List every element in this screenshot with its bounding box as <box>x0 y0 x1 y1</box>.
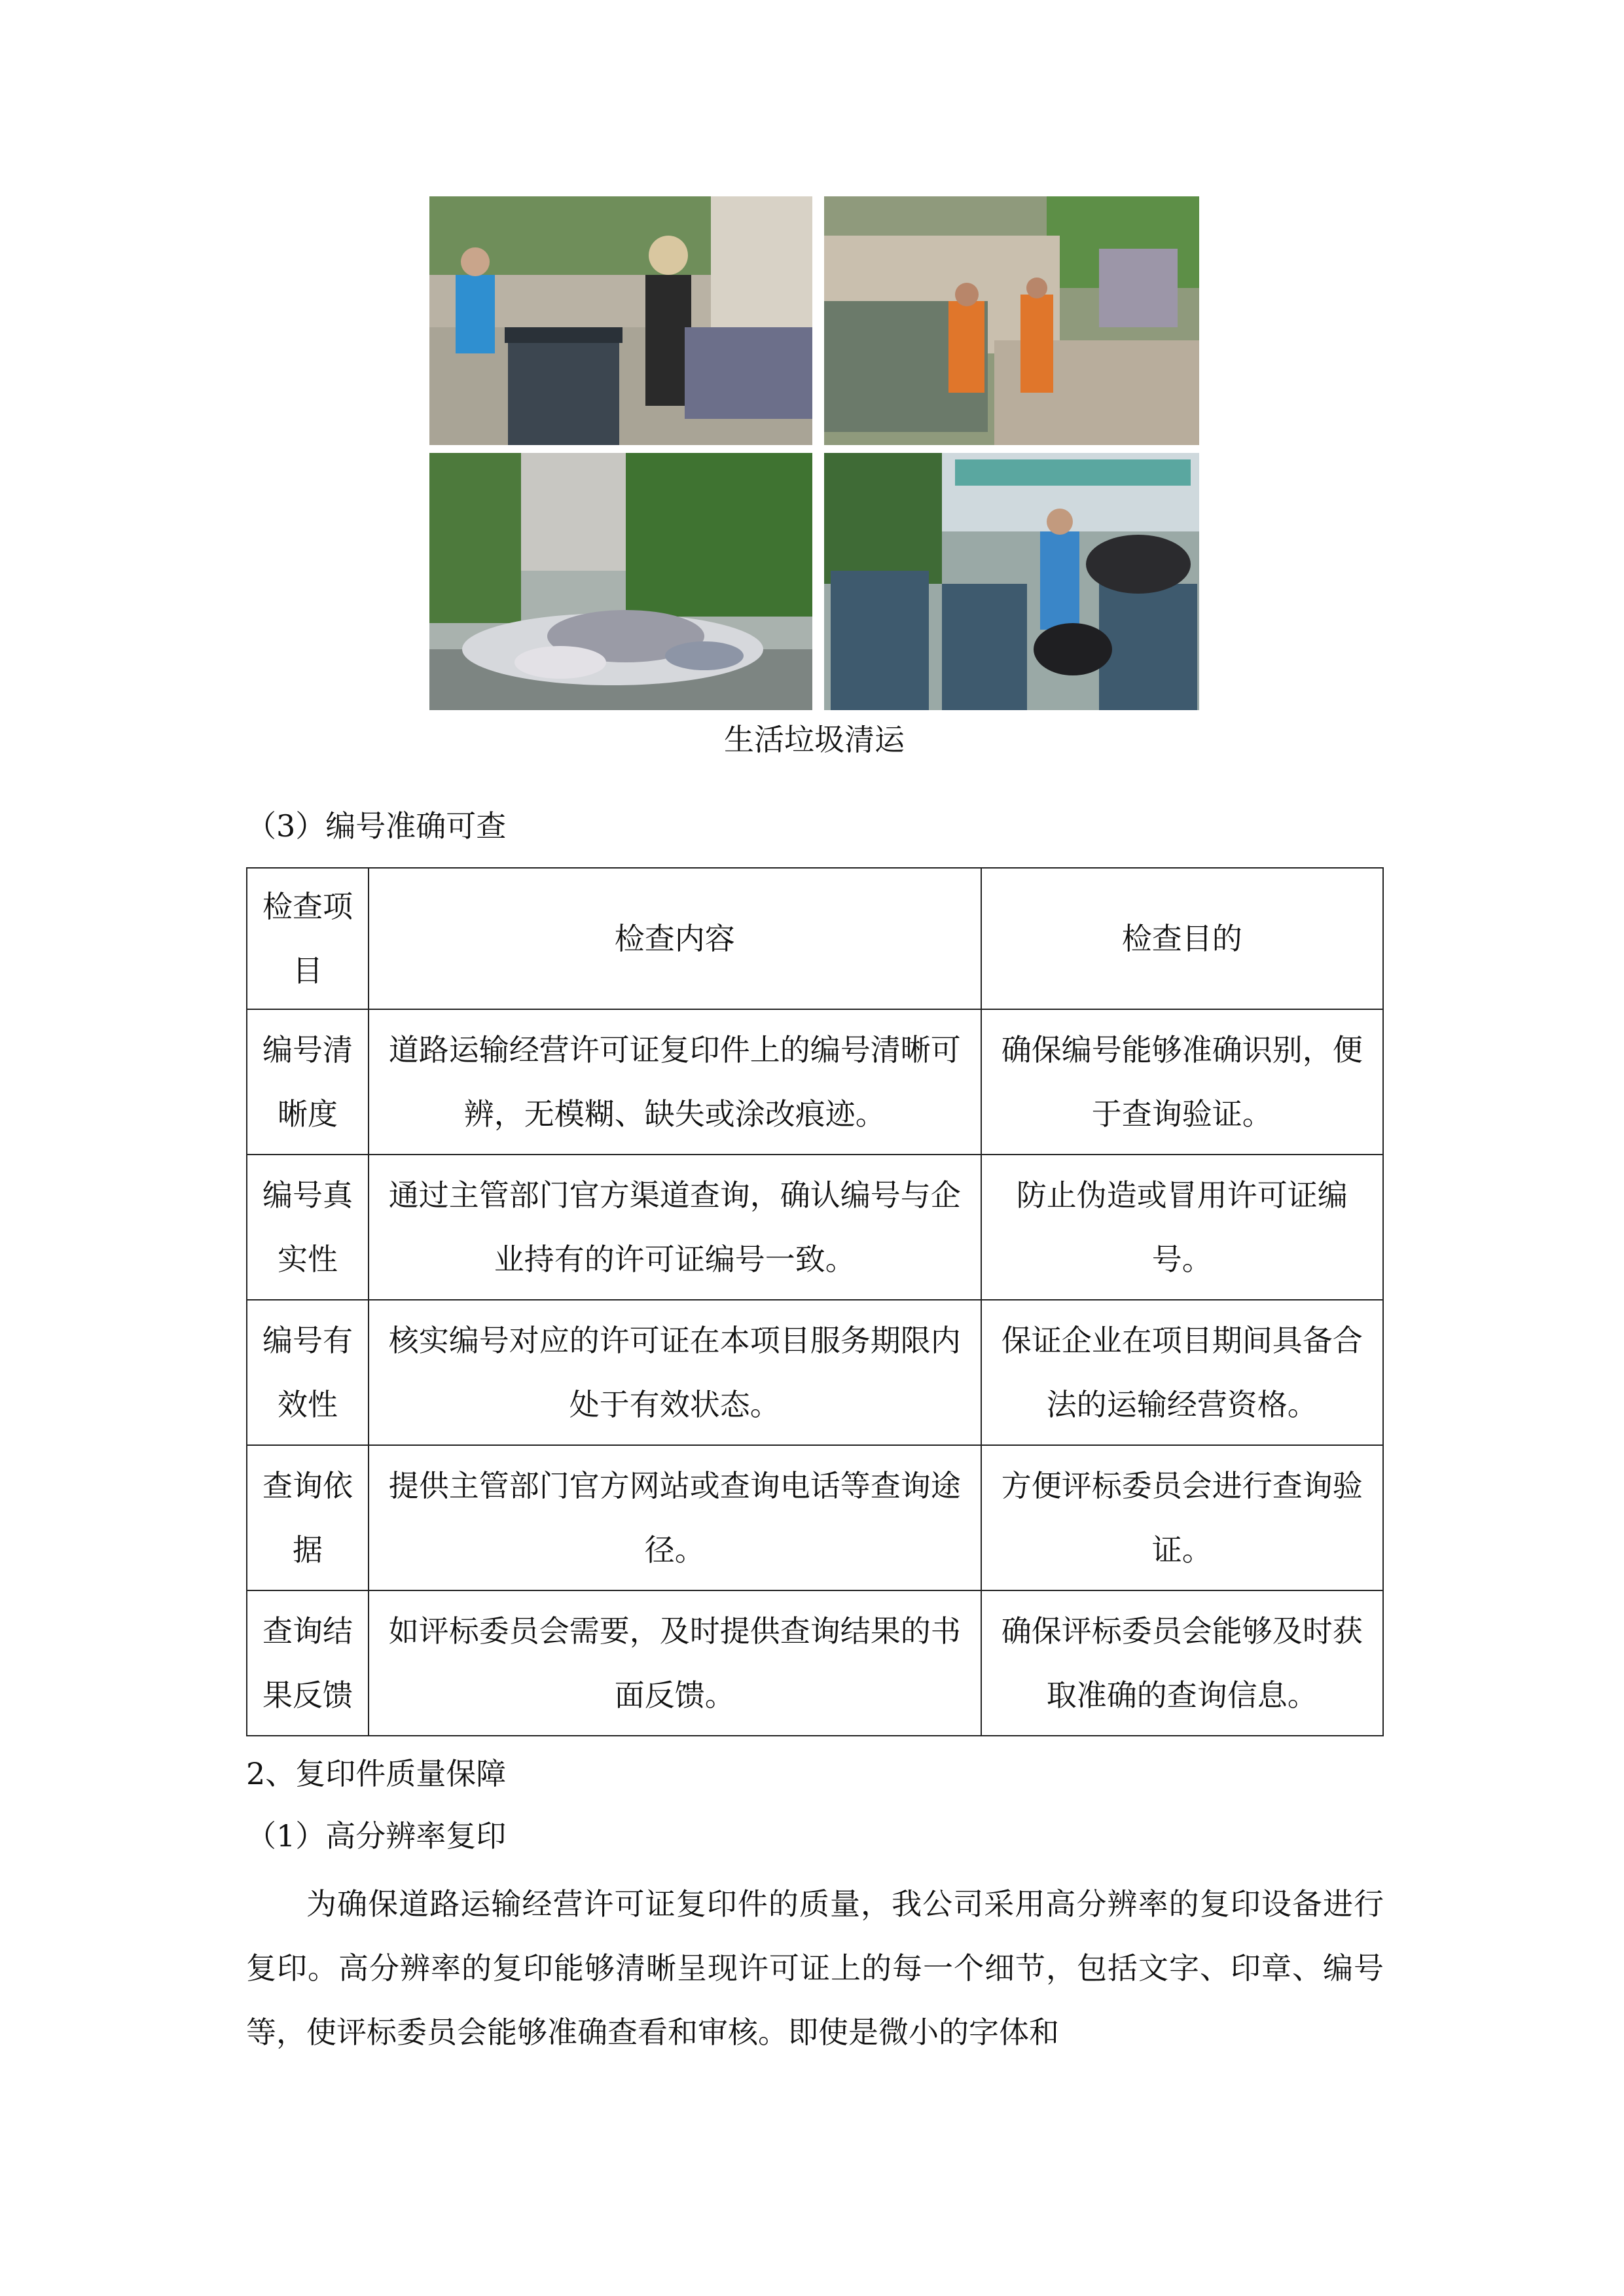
figure-caption: 生活垃圾清运 <box>724 722 905 757</box>
header-check-item: 检查项目 <box>247 868 369 1009</box>
section-heading-number-accuracy: （3）编号准确可查 <box>246 808 507 844</box>
table-row <box>247 1590 1383 1736</box>
cell-item: 编号清晰度 <box>247 1009 369 1155</box>
cell-content: 核实编号对应的许可证在本项目服务期限内处于有效状态。 <box>369 1300 981 1445</box>
table-row <box>247 1445 1383 1590</box>
cell-purpose: 确保评标委员会能够及时获取准确的查询信息。 <box>981 1590 1384 1736</box>
photo-residents-sorting-bin <box>429 196 812 445</box>
photo-worker-cleaning-bins <box>824 453 1199 710</box>
cell-purpose: 防止伪造或冒用许可证编号。 <box>981 1155 1384 1300</box>
table-row <box>247 1155 1383 1300</box>
photo-collage <box>429 196 1199 710</box>
table-header-row <box>247 868 1383 1009</box>
cell-content: 道路运输经营许可证复印件上的编号清晰可辨，无模糊、缺失或涂改痕迹。 <box>369 1009 981 1155</box>
cell-item: 编号真实性 <box>247 1155 369 1300</box>
cell-content: 提供主管部门官方网站或查询电话等查询途径。 <box>369 1445 981 1590</box>
photo-garbage-pile-street <box>429 453 812 710</box>
table-row <box>247 1300 1383 1445</box>
cell-content: 通过主管部门官方渠道查询，确认编号与企业持有的许可证编号一致。 <box>369 1155 981 1300</box>
section-heading-copy-quality: 2、复印件质量保障 <box>246 1756 507 1791</box>
body-paragraph: 为确保道路运输经营许可证复印件的质量，我公司采用高分辨率的复印设备进行复印。高分辨率的复印能够清晰呈现许可证上的每一个细节，包括文字、印章、编号等，使评标委员会能够准确查看和审核。即使是微小的字体和 <box>246 1886 1384 2050</box>
subsection-heading-high-resolution: （1）高分辨率复印 <box>246 1818 507 1854</box>
cell-purpose: 方便评标委员会进行查询验证。 <box>981 1445 1384 1590</box>
cell-content: 如评标委员会需要，及时提供查询结果的书面反馈。 <box>369 1590 981 1736</box>
cell-item: 编号有效性 <box>247 1300 369 1445</box>
cell-purpose: 确保编号能够准确识别，便于查询验证。 <box>981 1009 1384 1155</box>
cell-item: 查询依据 <box>247 1445 369 1590</box>
header-check-content: 检查内容 <box>369 868 981 1009</box>
table-row <box>247 1009 1383 1155</box>
check-table <box>246 867 1384 1736</box>
cell-item: 查询结果反馈 <box>247 1590 369 1736</box>
photo-workers-clearing-container <box>824 196 1199 445</box>
cell-purpose: 保证企业在项目期间具备合法的运输经营资格。 <box>981 1300 1384 1445</box>
header-check-purpose: 检查目的 <box>981 868 1384 1009</box>
